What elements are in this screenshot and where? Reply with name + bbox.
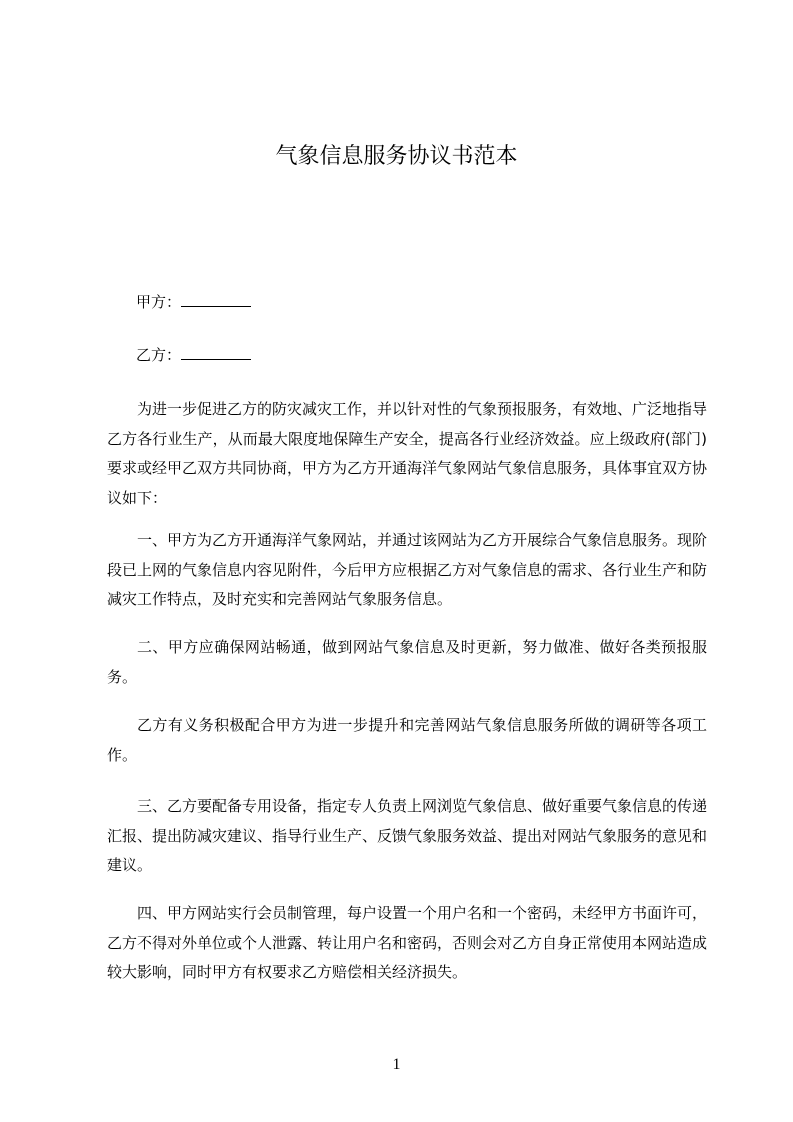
paragraph-clause-4: 四、甲方网站实行会员制管理，每户设置一个用户名和一个密码，未经甲方书面许可，乙方不得对外单位或个人泄露、转让用户名和密码，否则会对乙方自身正常使用本网站造成较大影响，同时甲方有权要求乙方赔偿相关经济损失。 xyxy=(107,904,708,981)
paragraph-clause-3: 三、乙方要配备专用设备，指定专人负责上网浏览气象信息、做好重要气象信息的传递汇报、提出防减灾建议、指导行业生产、反馈气象服务效益、提出对网站气象服务的意见和建议。 xyxy=(107,797,708,874)
paragraph-clause-2-supplement: 乙方有义务积极配合甲方为进一步提升和完善网站气象信息服务所做的调研等各项工作。 xyxy=(107,716,707,764)
paragraph-clause-1: 一、甲方为乙方开通海洋气象网站，并通过该网站为乙方开展综合气象信息服务。现阶段已上网的气象信息内容见附件，今后甲方应根据乙方对气象信息的需求、各行业生产和防减灾工作特点，及时充实和完善网站气象服务信息。 xyxy=(107,531,708,608)
party-a-blank xyxy=(181,292,251,307)
party-b-blank xyxy=(181,345,251,360)
party-b-label: 乙方： xyxy=(136,346,182,364)
paragraph-intro: 为进一步促进乙方的防灾减灾工作，并以针对性的气象预报服务，有效地、广泛地指导乙方各行业生产，从而最大限度地保障生产安全，提高各行业经济效益。应上级政府(部门)要求或经甲乙双方共同协商，甲方为乙方开通海洋气象网站气象信息服务，具体事宜双方协议如下： xyxy=(107,400,708,507)
paragraph-clause-2: 二、甲方应确保网站畅通，做到网站气象信息及时更新，努力做准、做好各类预报服务。 xyxy=(107,638,707,686)
party-a-label: 甲方： xyxy=(136,293,182,311)
party-b-line xyxy=(136,345,251,365)
page-number: 1 xyxy=(392,1056,401,1073)
document-title: 气象信息服务协议书范本 xyxy=(275,144,518,169)
party-a-line xyxy=(136,292,251,312)
